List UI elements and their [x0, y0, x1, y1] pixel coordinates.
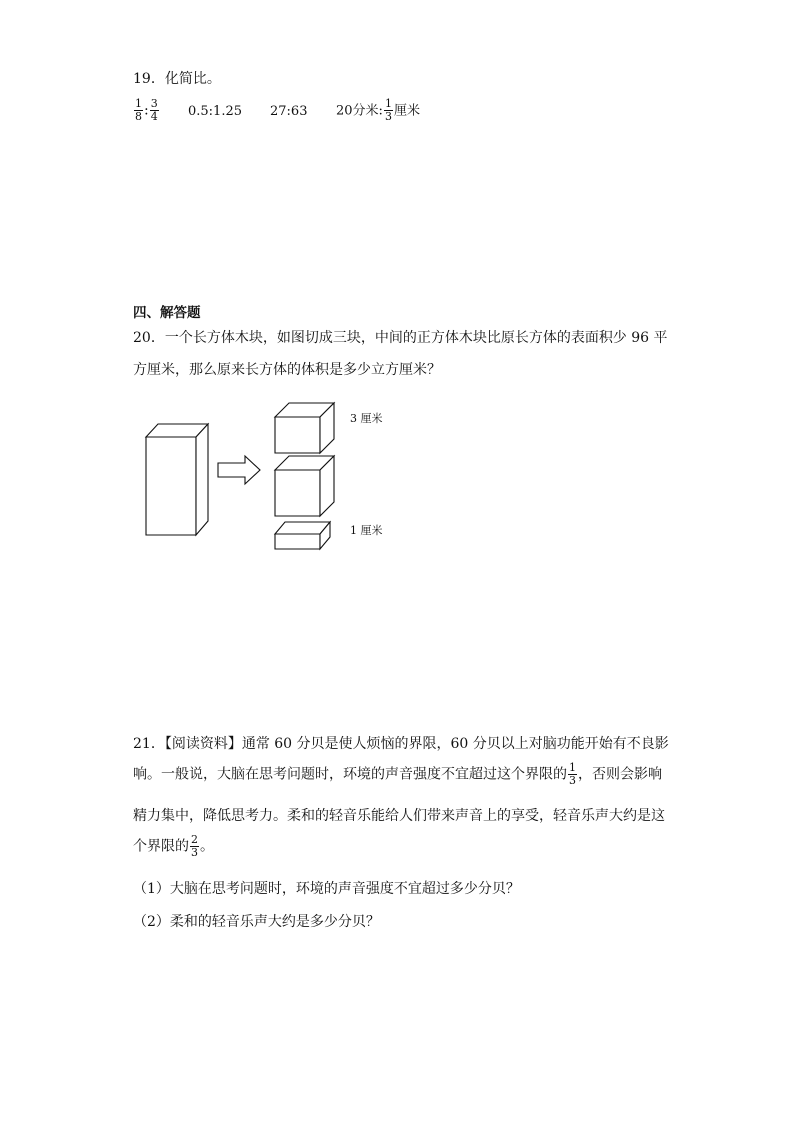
q21-sub-question-2: （2）柔和的轻音乐声大约是多少分贝？: [133, 914, 380, 930]
bottom-slab: [275, 522, 330, 549]
q19-expression-3: 27:63: [270, 104, 308, 119]
q20-line-2: 方厘米，那么原来长方体的体积是多少立方厘米？: [133, 362, 441, 378]
q19-expression-2: 0.5:1.25: [188, 104, 242, 119]
q19-expression-4: 20分米: $\frac{1}{3}$ 厘米: [336, 97, 420, 123]
q21-line-2: 响。一般说，大脑在思考问题时，环境的声音强度不宜超过这个界限的 $\frac{1}{3}$ ，否则会影响: [133, 761, 662, 787]
original-cuboid: [146, 424, 208, 535]
q21-line-1: 21．【阅读资料】通常 60 分贝是使人烦恼的界限，60 分贝以上对脑功能开始有不良影: [133, 736, 669, 752]
label-1cm: 1 厘米: [350, 524, 383, 537]
q21-sub-question-1: （1）大脑在思考问题时，环境的声音强度不宜超过多少分贝？: [133, 881, 520, 897]
top-cube: [275, 403, 334, 453]
q19-expression-1: $\frac{1}{8}$ : $\frac{3}{4}$: [135, 97, 158, 123]
middle-cube: [275, 456, 334, 516]
section-heading: 四、解答题: [133, 305, 201, 321]
arrow-icon: [218, 456, 260, 484]
fraction: $\frac{1}{8}$: [135, 97, 142, 123]
q20-line-1: 20．一个长方体木块，如图切成三块，中间的正方体木块比原长方体的表面积少 96 平: [133, 330, 668, 346]
fraction: $\frac{1}{3}$: [569, 761, 576, 787]
q21-line-3: 精力集中，降低思考力。柔和的轻音乐能给人们带来声音上的享受，轻音乐声大约是这: [133, 808, 665, 824]
label-3cm: 3 厘米: [350, 412, 383, 425]
fraction: $\frac{3}{4}$: [150, 97, 158, 123]
q21-line-4: 个界限的 $\frac{2}{3}$ 。: [133, 833, 214, 859]
fraction: $\frac{1}{3}$: [384, 97, 392, 123]
fraction: $\frac{2}{3}$: [191, 833, 198, 859]
q19-title: 19．化简比。: [133, 71, 221, 87]
